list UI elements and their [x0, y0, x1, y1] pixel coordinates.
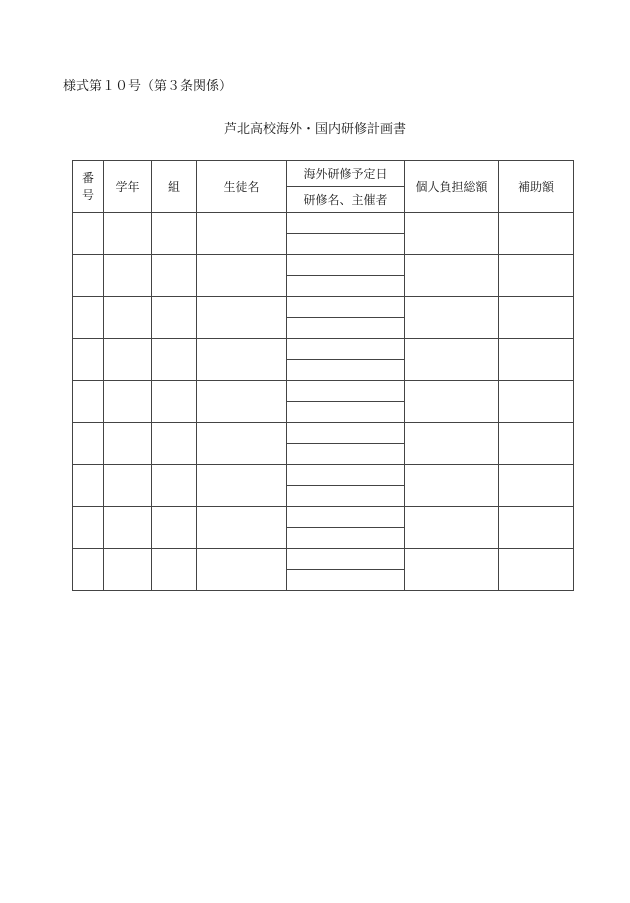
cell-training-name-organizer[interactable]: [287, 528, 405, 549]
cell-training-date[interactable]: [287, 381, 405, 402]
cell-number[interactable]: [73, 423, 104, 465]
table-row: [73, 381, 574, 402]
cell-subsidy[interactable]: [499, 297, 574, 339]
cell-number[interactable]: [73, 255, 104, 297]
cell-personal-cost[interactable]: [405, 465, 499, 507]
document-title: 芦北高校海外・国内研修計画書: [223, 122, 406, 137]
cell-grade[interactable]: [104, 255, 152, 297]
cell-training-date[interactable]: [287, 255, 405, 276]
header-class: 組: [152, 161, 197, 213]
table-row: [73, 507, 574, 528]
cell-grade[interactable]: [104, 423, 152, 465]
cell-personal-cost[interactable]: [405, 423, 499, 465]
cell-grade[interactable]: [104, 339, 152, 381]
header-grade: 学年: [104, 161, 152, 213]
cell-class[interactable]: [152, 213, 197, 255]
cell-class[interactable]: [152, 507, 197, 549]
form-number: 様式第１０号（第３条関係）: [63, 79, 233, 94]
cell-class[interactable]: [152, 465, 197, 507]
cell-student-name[interactable]: [197, 549, 287, 591]
table-row: [73, 423, 574, 444]
header-training-name-organizer: 研修名、主催者: [287, 187, 405, 213]
cell-training-name-organizer[interactable]: [287, 318, 405, 339]
cell-student-name[interactable]: [197, 297, 287, 339]
cell-training-date[interactable]: [287, 465, 405, 486]
cell-class[interactable]: [152, 297, 197, 339]
cell-training-date[interactable]: [287, 213, 405, 234]
cell-training-date[interactable]: [287, 297, 405, 318]
table-body: [73, 213, 574, 591]
cell-student-name[interactable]: [197, 213, 287, 255]
cell-training-date[interactable]: [287, 549, 405, 570]
cell-subsidy[interactable]: [499, 339, 574, 381]
cell-class[interactable]: [152, 381, 197, 423]
cell-class[interactable]: [152, 255, 197, 297]
cell-personal-cost[interactable]: [405, 381, 499, 423]
cell-class[interactable]: [152, 549, 197, 591]
header-training-date: 海外研修予定日: [287, 161, 405, 187]
cell-subsidy[interactable]: [499, 255, 574, 297]
cell-training-name-organizer[interactable]: [287, 360, 405, 381]
cell-training-name-organizer[interactable]: [287, 276, 405, 297]
table-row: [73, 549, 574, 570]
cell-personal-cost[interactable]: [405, 549, 499, 591]
cell-subsidy[interactable]: [499, 507, 574, 549]
cell-student-name[interactable]: [197, 465, 287, 507]
table-row: [73, 339, 574, 360]
cell-grade[interactable]: [104, 465, 152, 507]
training-plan-table: [72, 160, 574, 591]
cell-personal-cost[interactable]: [405, 213, 499, 255]
cell-class[interactable]: [152, 423, 197, 465]
cell-number[interactable]: [73, 381, 104, 423]
cell-student-name[interactable]: [197, 381, 287, 423]
cell-subsidy[interactable]: [499, 549, 574, 591]
cell-training-date[interactable]: [287, 423, 405, 444]
header-number: [73, 161, 104, 213]
header-row: [73, 161, 574, 187]
cell-grade[interactable]: [104, 507, 152, 549]
cell-training-name-organizer[interactable]: [287, 486, 405, 507]
cell-number[interactable]: [73, 549, 104, 591]
cell-grade[interactable]: [104, 381, 152, 423]
cell-grade[interactable]: [104, 297, 152, 339]
header-personal-cost: 個人負担総額: [405, 161, 499, 213]
cell-number[interactable]: [73, 213, 104, 255]
cell-number[interactable]: [73, 297, 104, 339]
cell-subsidy[interactable]: [499, 381, 574, 423]
cell-student-name[interactable]: [197, 423, 287, 465]
cell-grade[interactable]: [104, 213, 152, 255]
cell-personal-cost[interactable]: [405, 255, 499, 297]
cell-number[interactable]: [73, 465, 104, 507]
table-row: [73, 213, 574, 234]
cell-training-name-organizer[interactable]: [287, 234, 405, 255]
table-row: [73, 297, 574, 318]
cell-training-name-organizer[interactable]: [287, 444, 405, 465]
cell-subsidy[interactable]: [499, 213, 574, 255]
cell-personal-cost[interactable]: [405, 297, 499, 339]
cell-training-name-organizer[interactable]: [287, 402, 405, 423]
cell-number[interactable]: [73, 507, 104, 549]
header-number-label: 番号: [82, 170, 95, 202]
cell-class[interactable]: [152, 339, 197, 381]
cell-subsidy[interactable]: [499, 423, 574, 465]
cell-training-name-organizer[interactable]: [287, 570, 405, 591]
header-subsidy: 補助額: [499, 161, 574, 213]
cell-training-date[interactable]: [287, 339, 405, 360]
cell-student-name[interactable]: [197, 339, 287, 381]
cell-student-name[interactable]: [197, 507, 287, 549]
cell-training-date[interactable]: [287, 507, 405, 528]
cell-subsidy[interactable]: [499, 465, 574, 507]
cell-personal-cost[interactable]: [405, 507, 499, 549]
header-student-name: 生徒名: [197, 161, 287, 213]
cell-student-name[interactable]: [197, 255, 287, 297]
cell-grade[interactable]: [104, 549, 152, 591]
cell-personal-cost[interactable]: [405, 339, 499, 381]
table-row: [73, 255, 574, 276]
cell-number[interactable]: [73, 339, 104, 381]
table-row: [73, 465, 574, 486]
